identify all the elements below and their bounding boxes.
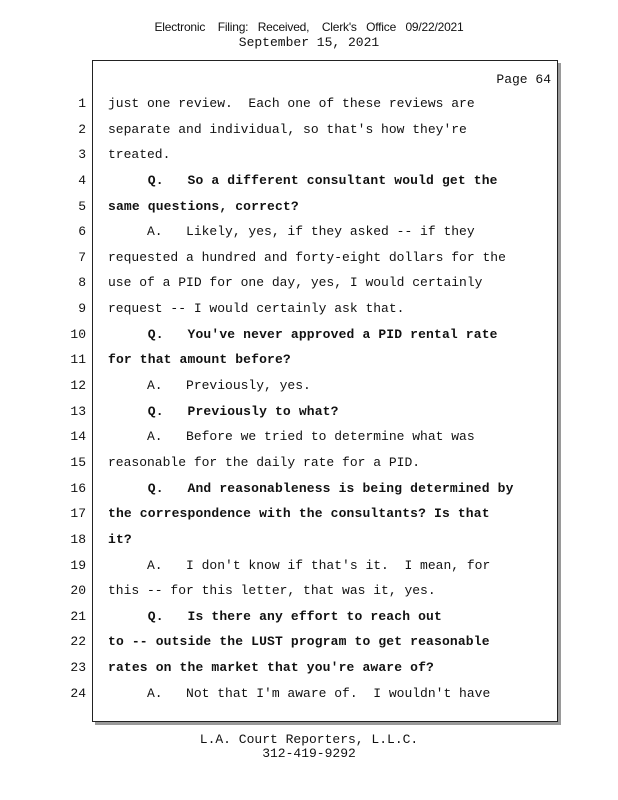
question-line: to -- outside the LUST program to get reasonable: [108, 634, 490, 650]
question-line: Q. You've never approved a PID rental rate: [108, 326, 498, 342]
answer-line: just one review. Each one of these reviews are: [108, 96, 475, 111]
question-line: same questions, correct?: [108, 198, 299, 214]
answer-line: A. Not that I'm aware of. I wouldn't have: [108, 685, 491, 701]
line-number-column: [60, 95, 86, 710]
question-line: rates on the market that you're aware of?: [108, 660, 435, 676]
line-number: 22: [70, 634, 86, 650]
reporter-phone: 312-419-9292: [262, 746, 356, 761]
line-number: 17: [70, 506, 86, 522]
answer-line: request -- I would certainly ask that.: [108, 301, 405, 317]
question-line: for that amount before?: [108, 352, 291, 368]
question-line: Q. Previously to what?: [108, 403, 339, 419]
question-line: the correspondence with the consultants? Is that: [108, 506, 490, 522]
line-number: 24: [70, 685, 86, 701]
line-number: 21: [70, 608, 86, 624]
line-number: 19: [70, 557, 86, 573]
answer-line: A. I don't know if that's it. I mean, for: [108, 557, 491, 573]
filing-stamp: Electronic Filing: Received, Clerk's Office 09/22/2021: [154, 20, 464, 34]
line-number: 3: [78, 147, 86, 163]
line-number: 2: [78, 121, 86, 137]
deposition-date: September 15, 2021: [238, 35, 380, 50]
answer-line: separate and individual, so that's how they're: [108, 121, 467, 137]
line-number: 16: [70, 480, 86, 496]
answer-line: A. Previously, yes.: [108, 378, 311, 394]
line-number: 5: [78, 198, 86, 214]
line-number: 4: [78, 172, 86, 188]
transcript-text: [108, 95, 548, 710]
line-number: 12: [70, 378, 86, 394]
answer-line: requested a hundred and forty-eight dollars for the: [108, 249, 506, 265]
answer-line: A. Before we tried to determine what was: [108, 429, 475, 445]
line-number: 20: [70, 583, 86, 599]
line-number: 11: [70, 352, 86, 368]
line-number: 1: [78, 96, 86, 111]
line-number: 7: [78, 249, 86, 265]
answer-line: reasonable for the daily rate for a PID.: [108, 454, 421, 470]
line-number: 9: [78, 301, 86, 317]
answer-line: this -- for this letter, that was it, yes.: [108, 583, 436, 599]
line-number: 23: [70, 660, 86, 676]
question-line: it?: [108, 531, 132, 547]
line-number: 8: [78, 275, 86, 291]
line-number: 14: [70, 429, 86, 445]
page-number: Page 64: [496, 72, 551, 87]
line-number: 10: [70, 326, 86, 342]
line-number: 18: [70, 531, 86, 547]
answer-line: treated.: [108, 147, 171, 163]
reporter-company: L.A. Court Reporters, L.L.C.: [199, 732, 419, 747]
question-line: Q. So a different consultant would get the: [108, 172, 498, 188]
line-number: 6: [78, 224, 86, 240]
question-line: Q. Is there any effort to reach out: [108, 608, 442, 624]
answer-line: A. Likely, yes, if they asked -- if they: [108, 224, 475, 240]
line-number: 13: [70, 403, 86, 419]
footer: [0, 733, 618, 761]
line-number: 15: [70, 454, 86, 470]
answer-line: use of a PID for one day, yes, I would certainly: [108, 275, 483, 291]
question-line: Q. And reasonableness is being determined by: [108, 480, 514, 496]
